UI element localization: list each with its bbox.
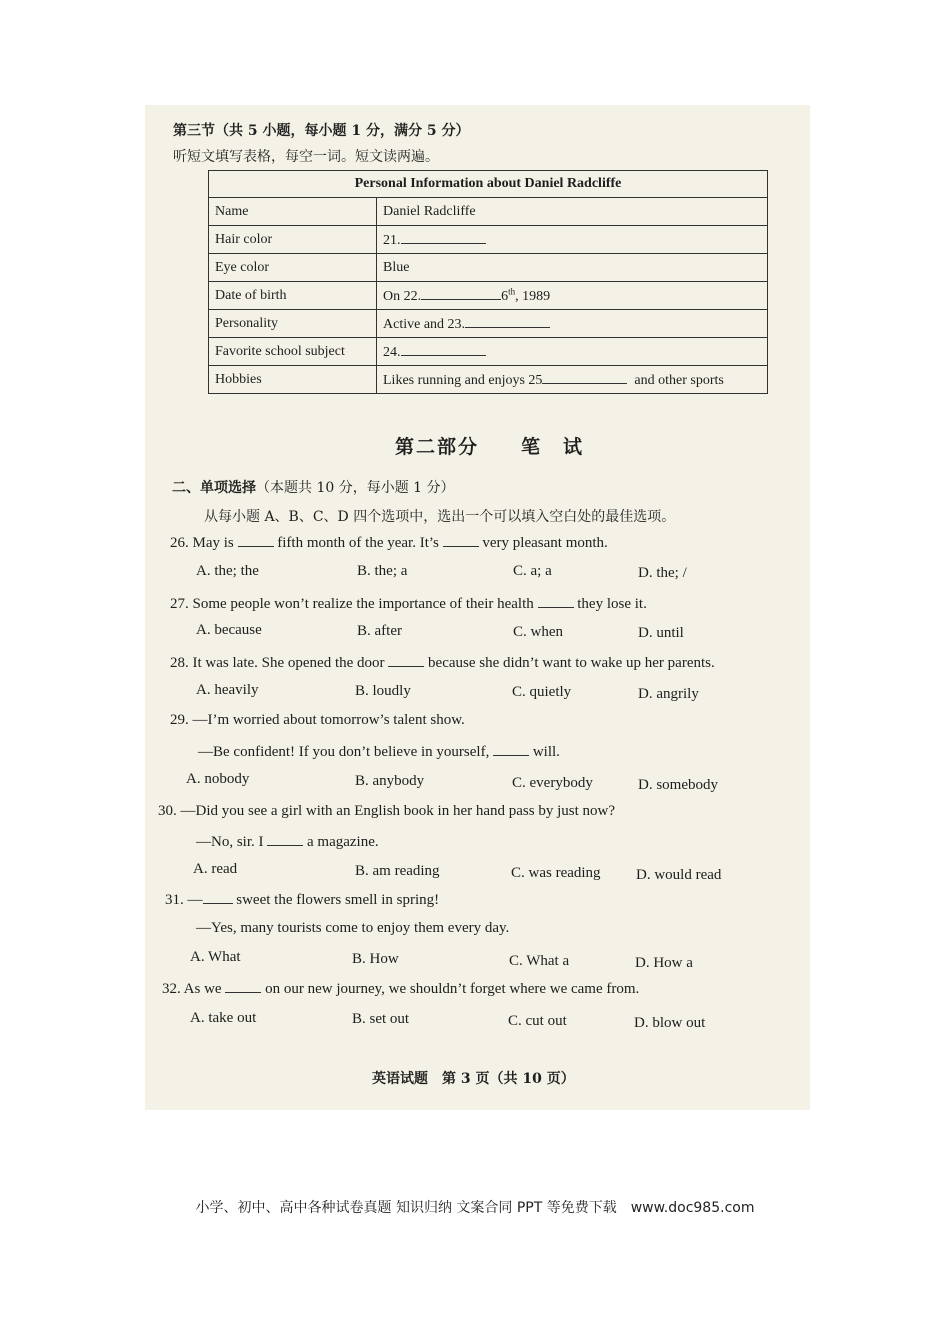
birth-day-suffix: th <box>508 286 516 297</box>
row-value <box>377 338 768 366</box>
section-3-title: 第三节（共 5 小题，每小题 1 分，满分 5 分） <box>173 123 470 139</box>
question-text: 31. — <box>165 892 203 908</box>
answer-blank <box>401 342 486 356</box>
question-31-reply <box>196 920 509 937</box>
option-c: C. a; a <box>513 563 552 579</box>
option-a: A. take out <box>190 1010 257 1026</box>
option-a: A. heavily <box>196 682 259 698</box>
question-text: 26. May is <box>170 535 234 551</box>
question-28 <box>170 653 715 672</box>
option-c: C. quietly <box>512 684 572 700</box>
table-row <box>209 254 768 282</box>
answer-blank <box>238 533 274 547</box>
question-text: will. <box>529 744 560 760</box>
answer-blank <box>203 890 233 904</box>
question-32 <box>162 979 639 998</box>
answer-blank <box>465 314 550 328</box>
blank-number: Active and 23. <box>383 317 466 332</box>
table-row <box>209 338 768 366</box>
option-d: D. angrily <box>638 686 699 702</box>
answer-blank <box>542 370 627 384</box>
question-text: very pleasant month. <box>478 535 608 551</box>
blank-number: 21. <box>383 233 401 248</box>
question-29 <box>170 712 465 729</box>
table-row <box>209 198 768 226</box>
question-26 <box>170 533 608 552</box>
section-2-title-bold: 二、单项选择 <box>172 480 256 496</box>
option-d: D. blow out <box>634 1015 706 1031</box>
row-label: Hair color <box>209 226 377 254</box>
row-label: Personality <box>209 310 377 338</box>
question-text: fifth month of the year. It’s <box>273 535 439 551</box>
row-label: Date of birth <box>209 282 377 310</box>
question-text: on our new journey, we shouldn’t forget where we came from. <box>261 981 640 997</box>
question-text: —Be confident! If you don’t believe in yourself, <box>198 744 490 760</box>
part-2-title: 第二部分 笔 试 <box>395 436 585 458</box>
answer-blank <box>443 533 479 547</box>
question-30-reply <box>196 832 379 851</box>
row-value <box>377 310 768 338</box>
option-a: A. read <box>193 861 238 877</box>
option-c: C. cut out <box>508 1013 567 1029</box>
footer-advert: 小学、初中、高中各种试卷真题 知识归纳 文案合同 PPT 等免费下载 www.doc985.com <box>195 1200 755 1216</box>
section-2-title-rest: （本题共 10 分，每小题 1 分） <box>256 480 455 496</box>
option-b: B. anybody <box>355 773 425 789</box>
info-table <box>208 170 768 394</box>
answer-blank <box>388 653 424 667</box>
option-a: A. nobody <box>186 771 250 787</box>
page-number: 英语试题 第 3 页（共 10 页） <box>372 1071 575 1087</box>
answer-blank <box>267 832 303 846</box>
answer-blank <box>538 594 574 608</box>
option-b: B. loudly <box>355 683 411 699</box>
birth-day: 6 <box>501 289 509 304</box>
row-value <box>377 282 768 310</box>
question-27 <box>170 594 647 613</box>
table-row <box>209 366 768 394</box>
blank-number: On 22. <box>383 289 422 304</box>
option-c: C. everybody <box>512 775 593 791</box>
option-d: D. How a <box>635 955 693 971</box>
answer-blank <box>421 286 501 300</box>
table-row <box>209 310 768 338</box>
question-text: 28. It was late. She opened the door <box>170 655 385 671</box>
row-label: Name <box>209 198 377 226</box>
question-text: a magazine. <box>303 834 379 850</box>
option-b: B. after <box>357 623 402 639</box>
answer-blank <box>225 979 261 993</box>
question-text: 32. As we <box>162 981 222 997</box>
option-c: C. was reading <box>511 865 601 881</box>
option-d: D. would read <box>636 867 722 883</box>
option-b: B. am reading <box>355 863 440 879</box>
row-value: Daniel Radcliffe <box>377 198 768 226</box>
option-c: C. when <box>513 624 563 640</box>
option-b: B. the; a <box>357 563 408 579</box>
blank-number: Likes running and enjoys 25 <box>383 373 543 388</box>
option-d: D. until <box>638 625 684 641</box>
question-text: because she didn’t want to wake up her parents. <box>424 655 715 671</box>
row-label: Hobbies <box>209 366 377 394</box>
option-a: A. because <box>196 622 262 638</box>
answer-blank <box>493 742 529 756</box>
table-title: Personal Information about Daniel Radcliffe <box>209 171 768 198</box>
row-value: Blue <box>377 254 768 282</box>
option-d: D. the; / <box>638 565 687 581</box>
option-a: A. What <box>190 949 241 965</box>
birth-year: , 1989 <box>515 289 551 304</box>
section-2-instruction: 从每小题 A、B、C、D 四个选项中，选出一个可以填入空白处的最佳选项。 <box>204 509 676 525</box>
section-2-title <box>172 477 455 497</box>
blank-number: 24. <box>383 345 401 360</box>
question-text: —No, sir. I <box>196 834 264 850</box>
question-text: they lose it. <box>573 596 647 612</box>
question-text: 29. —I’m worried about tomorrow’s talent show. <box>170 712 465 728</box>
row-value <box>377 366 768 394</box>
option-b: B. How <box>352 951 399 967</box>
table-row <box>209 282 768 310</box>
question-text: 30. —Did you see a girl with an English book in her hand pass by just now? <box>158 803 616 819</box>
hobbies-tail: and other sports <box>634 373 724 388</box>
question-text: sweet the flowers smell in spring! <box>232 892 440 908</box>
option-d: D. somebody <box>638 777 718 793</box>
option-c: C. What a <box>509 953 570 969</box>
question-text: 27. Some people won’t realize the importance of their health <box>170 596 534 612</box>
row-value <box>377 226 768 254</box>
table-row <box>209 226 768 254</box>
question-29-reply <box>198 742 560 761</box>
row-label: Eye color <box>209 254 377 282</box>
question-text: —Yes, many tourists come to enjoy them every day. <box>196 920 510 936</box>
option-a: A. the; the <box>196 563 259 579</box>
row-label: Favorite school subject <box>209 338 377 366</box>
option-b: B. set out <box>352 1011 410 1027</box>
question-31 <box>165 890 439 909</box>
question-30 <box>158 803 615 820</box>
answer-blank <box>401 230 486 244</box>
section-3-instruction: 听短文填写表格，每空一词。短文读两遍。 <box>173 149 439 165</box>
